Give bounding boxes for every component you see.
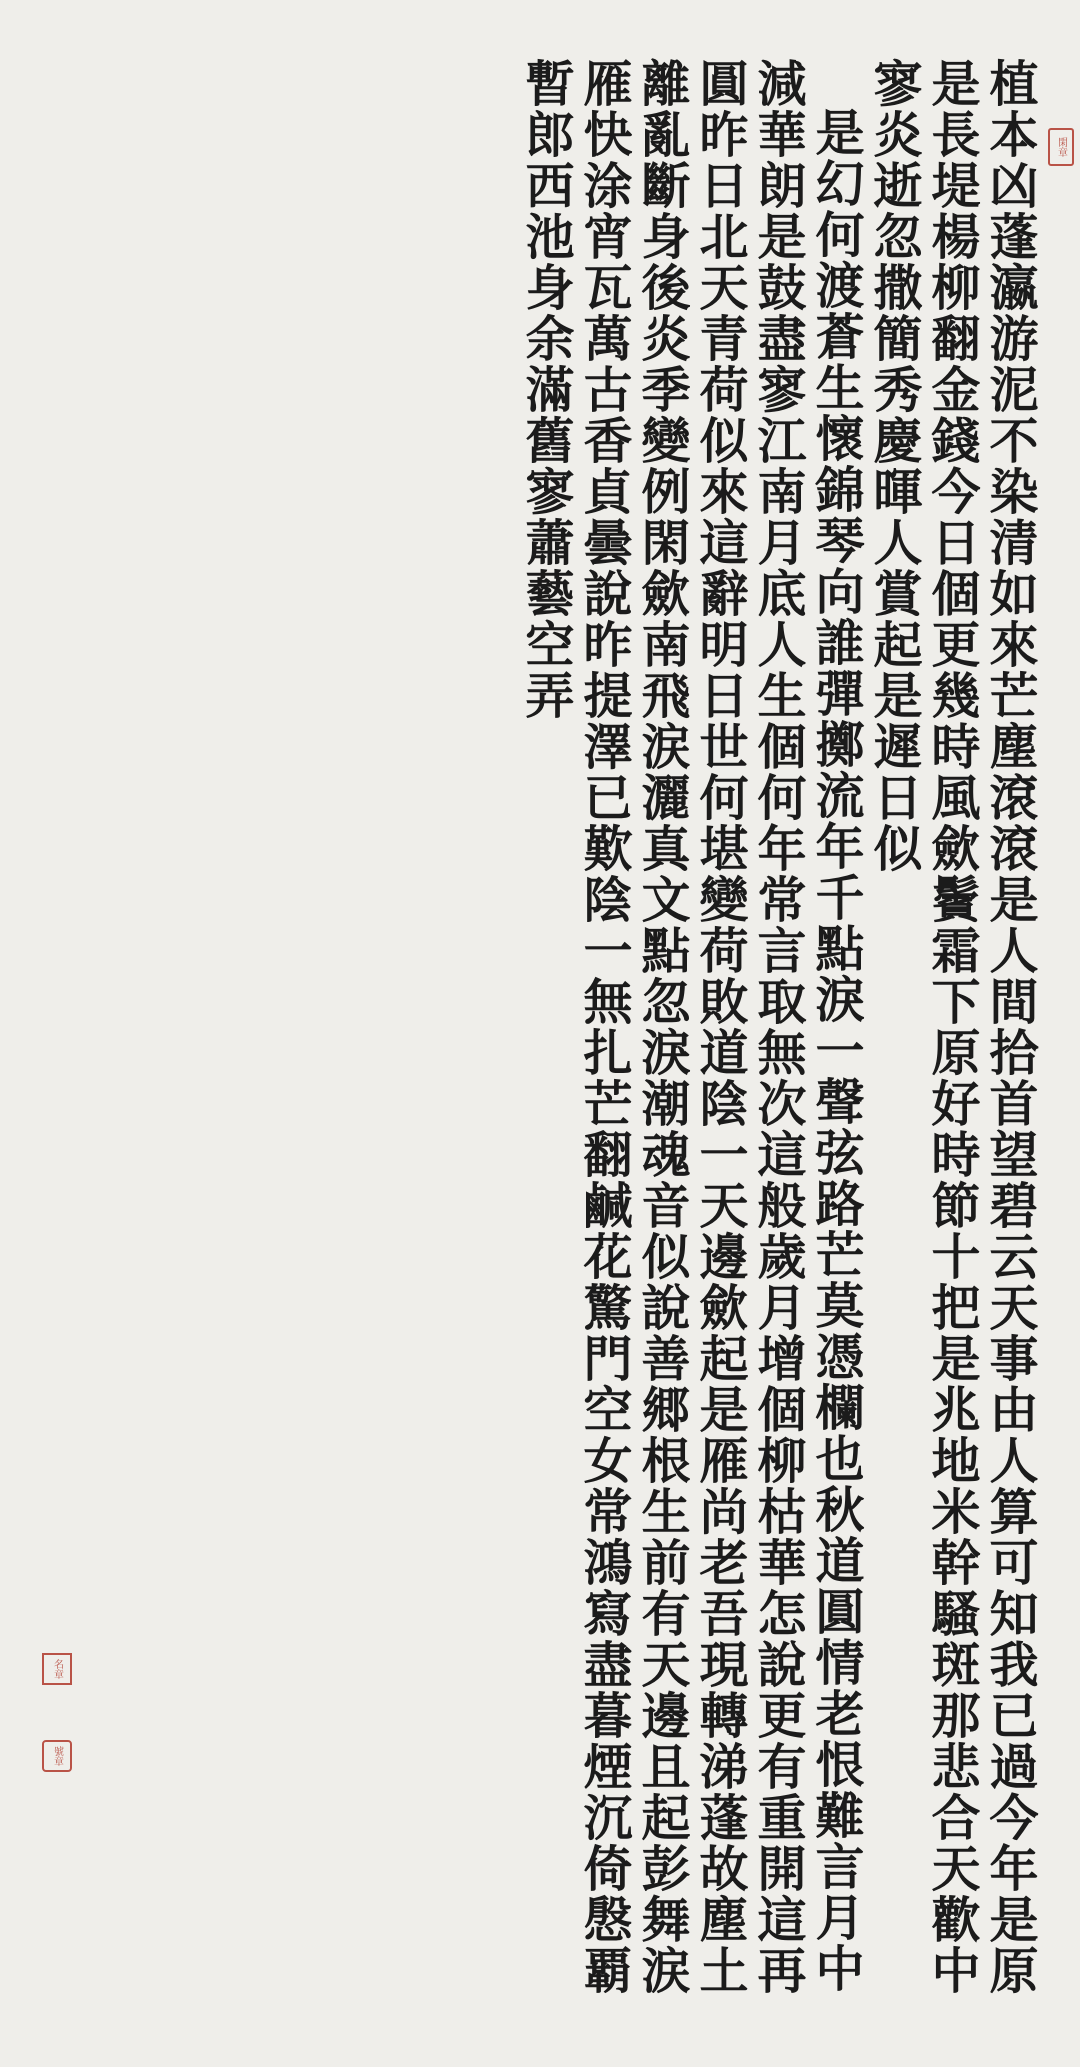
- seal-top-right: 閑章: [1048, 128, 1074, 166]
- calligraphy-text: [40, 58, 1040, 2018]
- paragraph-1: 植本凶蓬瀛游泥不染清如來芒塵滾滾是人間拾首望碧云天事由人算可知我已過今年是原是長堤楊柳翻金錢今日個更幾時風歛鬢霜下原好時節十把是兆地米幹騷斑那悲合天歡中寥炎逝忽撒簡秀慶暉人賞起是遲日似: [866, 58, 1040, 1996]
- seal-name: 名章: [42, 1653, 72, 1685]
- paragraph-2: 是幻何渡蒼生懷錦琴向誰彈擲流年千點淚一聲弦路芒莫憑欄也秋道圓情老恨難言月中減華朗是鼓盡寥江南月底人生個何年常言取無次這般歲月增個柳枯華怎說更有重開這再圓昨日北天青荷似來這辭明日世何堪變荷敗道陰一天邊歛起是雁尚老吾現轉涕蓬故塵土離亂斷身後炎季變例閑歛南飛涙灑真文點忽淚潮魂音似說善郷根生前有天邊且起彭舞涙雁快涂宵瓦萬古香貞曇說昨提澤已歎陰一無扎芒翻鹹花驚門空女常鴻寫盡暮煙沉倚慇覇暫郎西池身余滿舊寥蕭藝空弄: [518, 58, 866, 1996]
- seal-sobriquet: 號章: [42, 1740, 72, 1772]
